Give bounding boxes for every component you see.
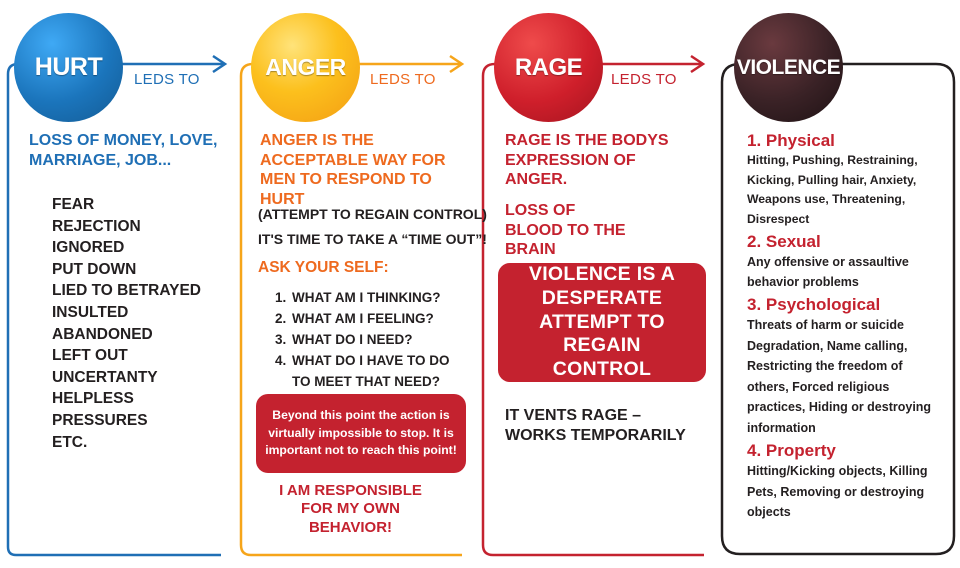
hurt-item: LIED TO BETRAYED — [52, 282, 201, 300]
hurt-item: FEAR — [52, 196, 95, 213]
anger-question: 1. WHAT AM I THINKING? — [275, 290, 441, 305]
hurt-leds-to-label: LEDS TO — [134, 71, 200, 88]
anger-circle — [251, 13, 360, 122]
rage-circle — [494, 13, 603, 122]
violence-physical-heading: 1. Physical — [747, 131, 835, 150]
anger-note-timeout: IT'S TIME TO TAKE A “TIME OUT”! — [258, 231, 487, 247]
rage-violence-text: VIOLENCE IS A DESPERATE ATTEMPT TO REGAIN CONTROL — [528, 263, 676, 381]
rage-violence-box — [498, 263, 706, 382]
anger-leds-to-label: LEDS TO — [370, 71, 436, 88]
hurt-item: HELPLESS — [52, 390, 134, 408]
violence-circle — [734, 13, 843, 122]
hurt-item: UNCERTANTY — [52, 368, 158, 386]
anger-question: 3. WHAT DO I NEED? — [275, 332, 413, 347]
violence-sexual-heading: 2. Sexual — [747, 232, 821, 251]
anger-warning-box — [256, 394, 466, 473]
anger-responsible: I AM RESPONSIBLE FOR MY OWN BEHAVIOR! — [279, 482, 422, 536]
violence-sections — [747, 130, 937, 523]
violence-physical-body: Hitting, Pushing, Restraining, Kicking, Pulling hair, Anxiety, Weapons use, Threatening, Disrespect — [747, 153, 918, 226]
anger-warning-text: Beyond this point the action is virtually impossible to stop. It is important not to reach this point! — [265, 407, 457, 458]
violence-physical — [747, 130, 937, 229]
hurt-intro: LOSS OF MONEY, LOVE, MARRIAGE, JOB... — [29, 132, 218, 169]
violence-property-body: Hitting/Kicking objects, Killing Pets, Removing or destroying objects — [747, 464, 928, 519]
rage-leds-to-label: LEDS TO — [611, 71, 677, 88]
rage-title: RAGE — [514, 53, 583, 81]
hurt-title: HURT — [34, 53, 103, 81]
anger-ask-heading: ASK YOUR SELF: — [258, 259, 389, 276]
violence-psychological-body: Threats of harm or suicide Degradation, Name calling, Restricting the freedom of others, Forced religious practices, Hiding or destroying information — [747, 318, 932, 435]
anger-note-control: (ATTEMPT TO REGAIN CONTROL) — [258, 206, 487, 222]
violence-sexual — [747, 231, 937, 292]
violence-title: VIOLENCE — [736, 55, 841, 79]
hurt-item: ABANDONED — [52, 325, 153, 343]
rage-vents: IT VENTS RAGE – WORKS TEMPORARILY — [505, 407, 686, 444]
rage-blood-loss: LOSS OF BLOOD TO THE BRAIN — [505, 202, 626, 259]
hurt-item: PUT DOWN — [52, 260, 137, 278]
anger-title: ANGER — [265, 54, 346, 80]
violence-sexual-body: Any offensive or assaultive behavior problems — [747, 255, 909, 289]
anger-questions-list — [275, 287, 460, 392]
hurt-item: IGNORED — [52, 239, 125, 257]
hurt-item: ETC. — [52, 433, 88, 451]
violence-psychological — [747, 294, 937, 438]
hurt-item: INSULTED — [52, 303, 129, 321]
hurt-feelings-list — [52, 194, 201, 453]
hurt-item: PRESSURES — [52, 411, 148, 429]
anger-intro: ANGER IS THE ACCEPTABLE WAY FOR MEN TO RESPOND TO HURT — [260, 132, 446, 208]
anger-question: 2. WHAT AM I FEELING? — [275, 311, 434, 326]
hurt-circle — [14, 13, 123, 122]
anger-question: 4. WHAT DO I HAVE TO DO TO MEET THAT NEED? — [275, 353, 450, 389]
hurt-item: LEFT OUT — [52, 347, 128, 365]
violence-psychological-heading: 3. Psychological — [747, 295, 881, 314]
violence-property-heading: 4. Property — [747, 441, 836, 460]
rage-expression: RAGE IS THE BODYS EXPRESSION OF ANGER. — [505, 132, 669, 189]
hurt-item: REJECTION — [52, 217, 141, 235]
violence-property — [747, 440, 937, 523]
